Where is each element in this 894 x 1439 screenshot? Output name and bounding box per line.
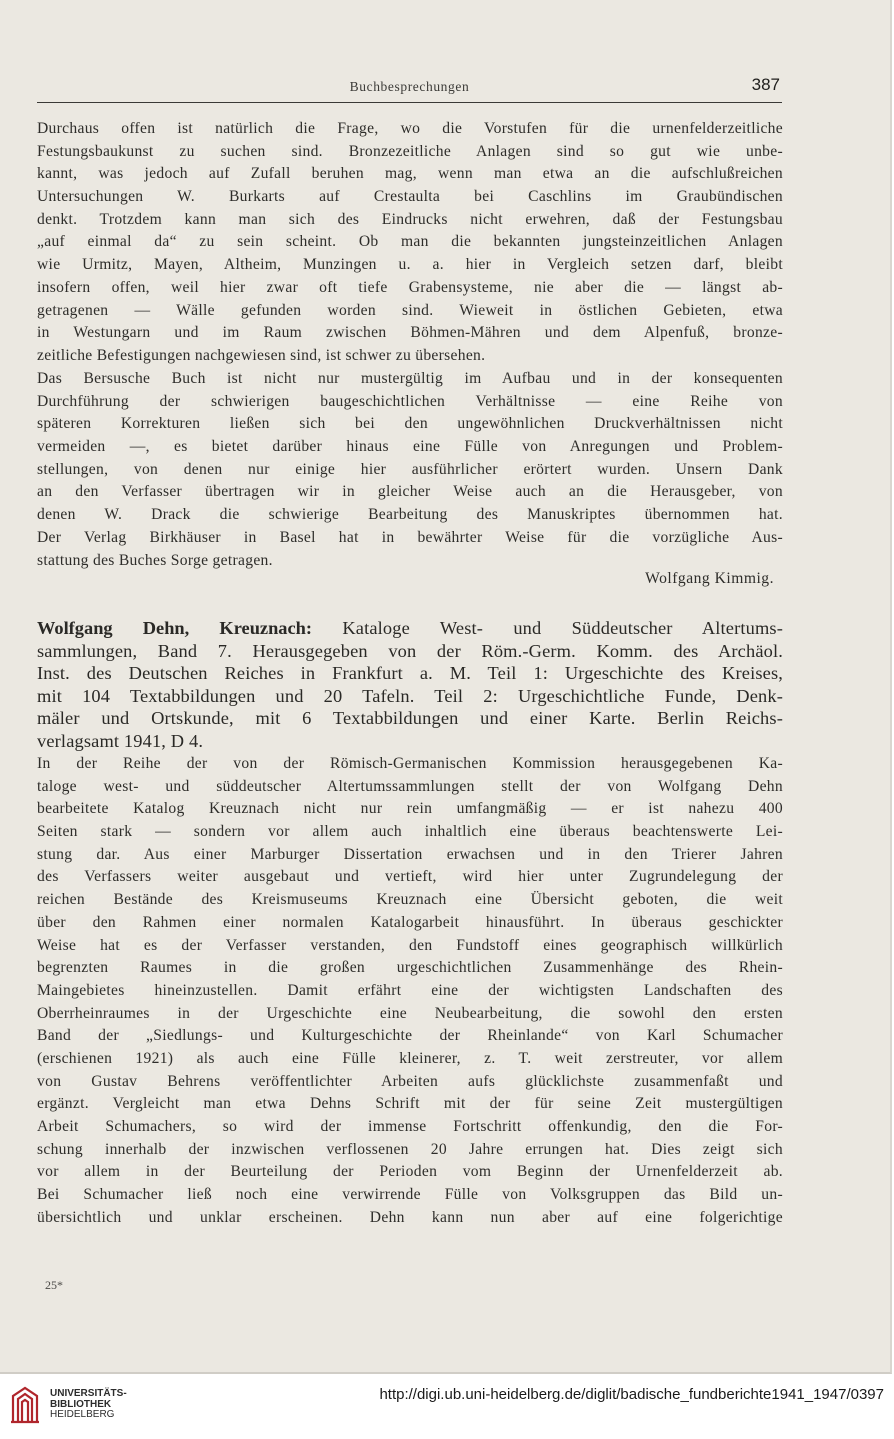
text-line: des Verfassers weiter ausgebaut und vertieft, wird hier unter Zugrundelegung der [37, 868, 783, 886]
text-line: Der Verlag Birkhäuser in Basel hat in bewährter Weise für die vorzügliche Aus- [37, 528, 783, 546]
text-line: denkt. Trotzdem kann man sich des Eindrucks nicht erwehren, daß der Festungsbau [37, 210, 783, 228]
text-line: stellungen, von denen nur einige hier ausführlicher erörtert wurden. Unsern Dank [37, 460, 783, 478]
text-line: übersichtlich und unklar erscheinen. Dehn kann nun aber auf eine folgerichtige [37, 1208, 783, 1226]
text-line: Bei Schumacher ließ noch eine verwirrende Fülle von Volksgruppen das Bild un- [37, 1186, 783, 1204]
paragraph-2 [37, 368, 783, 572]
library-logo-text [50, 1389, 127, 1421]
text-line: kannt, was jedoch auf Zufall beruhen mag, wenn man etwa an die aufschlußreichen [37, 165, 783, 183]
review-heading-line [37, 617, 783, 640]
running-head [37, 76, 782, 103]
review-heading-line: Inst. des Deutschen Reiches in Frankfurt a. M. Teil 1: Urgeschichte des Kreises, [37, 663, 783, 684]
text-line: zeitliche Befestigungen nachgewiesen sind, ist schwer zu übersehen. [37, 346, 486, 364]
text-line: Maingebietes hineinzustellen. Damit erfährt eine der wichtigsten Landschaften des [37, 981, 783, 999]
signature-mark: 25* [45, 1278, 63, 1292]
review-heading-line: mit 104 Textabbildungen und 20 Tafeln. Teil 2: Urgeschichtliche Funde, Denk- [37, 685, 783, 706]
running-title: Buchbesprechungen [349, 79, 470, 94]
text-line: Band der „Siedlungs- und Kulturgeschichte der Rheinlande“ von Karl Schumacher [37, 1027, 783, 1045]
signature: Wolfgang Kimmig. [645, 570, 774, 587]
library-logo-icon [10, 1386, 40, 1424]
text-line: Oberrheinraumes in der Urgeschichte eine Neubearbeitung, die sowohl den ersten [37, 1004, 783, 1022]
text-line: schung innerhalb der inzwischen verflossenen 20 Jahre errungen hat. Dies zeigt sich [37, 1140, 783, 1158]
review-heading-line: verlagsamt 1941, D 4. [37, 730, 204, 751]
text-line: Seiten stark — sondern vor allem auch inhaltlich eine überaus beachtenswerte Lei- [37, 823, 783, 841]
text-line: über den Rahmen einer normalen Katalogarbeit hinausführt. In überaus geschickter [37, 913, 783, 931]
text-line: In der Reihe der von der Römisch-Germanischen Kommission herausgegebenen Ka- [37, 755, 783, 772]
text-line: in Westungarn und im Raum zwischen Böhmen-Mähren und dem Alpenfuß, bronze- [37, 324, 783, 342]
text-line: Das Bersusche Buch ist nicht nur mustergültig im Aufbau und in der konsequenten [37, 370, 783, 387]
page-number: 387 [751, 75, 780, 94]
review-title-start: Kataloge West- und Süddeutscher Altertums- [342, 618, 783, 638]
text-line: getragenen — Wälle gefunden worden sind. Wieweit in östlichen Gebieten, etwa [37, 301, 783, 319]
text-line: denen W. Drack die schwierige Bearbeitung des Manuskriptes übernommen hat. [37, 506, 783, 524]
review-heading [37, 617, 783, 753]
text-line: an den Verfasser übertragen wir in gleicher Weise auch an die Herausgeber, von [37, 483, 783, 501]
logo-line: HEIDELBERG [50, 1409, 115, 1420]
text-line: wie Urmitz, Mayen, Altheim, Munzingen u. a. hier in Vergleich setzen darf, bleibt [37, 256, 783, 274]
text-line: bearbeitete Katalog Kreuznach nicht nur rein umfangmäßig — er ist nahezu 400 [37, 800, 783, 818]
permalink-url[interactable]: http://digi.ub.uni-heidelberg.de/diglit/badische_fundberichte1941_1947/0397 [379, 1386, 884, 1403]
text-line: stattung des Buches Sorge getragen. [37, 551, 273, 569]
text-line: Weise hat es der Verfasser verstanden, den Fundstoff eines geographisch willkürlich [37, 936, 783, 954]
review-heading-line: sammlungen, Band 7. Herausgegeben von der Röm.-Germ. Komm. des Archäol. [37, 640, 783, 661]
logo-line: BIBLIOTHEK [50, 1398, 112, 1410]
text-line: Festungsbaukunst zu suchen sind. Bronzezeitliche Anlagen sind so gut wie unbe- [37, 142, 783, 160]
text-line: vermeiden —, es bietet darüber hinaus eine Fülle von Anregungen und Problem- [37, 438, 783, 456]
logo-line: UNIVERSITÄTS- [50, 1388, 127, 1399]
text-line: insofern offen, weil hier zwar oft tiefe Grabensysteme, nie aber die — längst ab- [37, 278, 783, 296]
review-heading-line: mäler und Ortskunde, mit 6 Textabbildungen und einer Karte. Berlin Reichs- [37, 708, 783, 729]
text-line: ergänzt. Vergleicht man etwa Dehns Schrift mit der für seine Zeit mustergültigen [37, 1095, 783, 1113]
text-line: Untersuchungen W. Burkarts auf Crestaulta bei Caschlins im Graubündischen [37, 188, 783, 206]
text-line: Durchaus offen ist natürlich die Frage, wo die Vorstufen für die urnenfelderzeitliche [37, 120, 783, 137]
text-line: begrenzten Raumes in die großen urgeschichtlichen Zusammenhänge des Rhein- [37, 959, 783, 977]
text-line: Arbeit Schumachers, so wird der immense Fortschritt offenkundig, den die For- [37, 1118, 783, 1135]
text-line: taloge west- und süddeutscher Altertumssammlungen stellt der von Wolfgang Dehn [37, 777, 783, 795]
text-line: „auf einmal da“ zu sein scheint. Ob man die bekannten jungsteinzeitlichen Anlagen [37, 233, 783, 251]
library-footer [0, 1376, 894, 1439]
text-line: von Gustav Behrens veröffentlichter Arbeiten aufs glücklichste zusammenfaßt und [37, 1072, 783, 1090]
review-author: Wolfgang Dehn, Kreuznach: [37, 618, 313, 638]
text-line: späteren Korrekturen ließen sich bei den ungewöhnlichen Druckverhältnissen nicht [37, 415, 783, 433]
review-body [37, 753, 783, 1229]
text-line: (erschienen 1921) als auch eine Fülle kleinerer, z. T. weit zerstreuter, vor allem [37, 1049, 783, 1067]
text-line: vor allem in der Beurteilung der Perioden vom Beginn der Urnenfelderzeit ab. [37, 1163, 783, 1181]
paragraph-1 [37, 118, 783, 368]
text-line: stung dar. Aus einer Marburger Dissertation erwachsen und in den Trierer Jahren [37, 845, 783, 863]
text-line: reichen Bestände des Kreismuseums Kreuznach eine Übersicht geboten, die weit [37, 891, 783, 909]
text-line: Durchführung der schwierigen baugeschichtlichen Verhältnisse — eine Reihe von [37, 392, 783, 410]
